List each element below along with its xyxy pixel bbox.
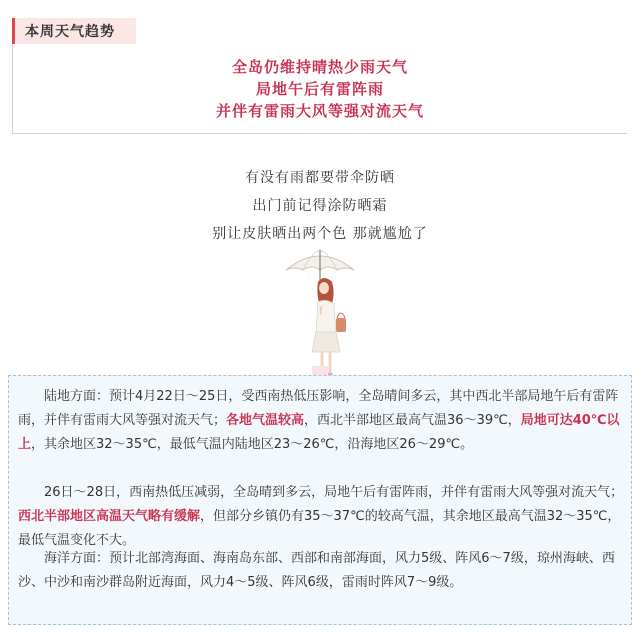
forecast-land-highlight-1: 各地气温较高 — [226, 413, 305, 428]
tip-line-2: 出门前记得涂防晒霜 — [252, 198, 388, 214]
forecast-later-paragraph — [18, 481, 628, 553]
girl-with-umbrella-icon — [280, 244, 360, 384]
tip-line-1: 有没有雨都要带伞防晒 — [245, 170, 395, 186]
section-header — [12, 18, 136, 44]
forecast-ocean-paragraph: 海洋方面：预计北部湾海面、海南岛东部、西部和南部海面，风力5级、阵风6～7级，琼州海峡、西沙、中沙和南沙群岛附近海面，风力4～5级、阵风6级，雷雨时阵风7～9级。 — [18, 551, 615, 590]
forecast-later-text-1: 26日～28日，西南热低压减弱，全岛晴到多云，局地午后有雷阵雨，并伴有雷雨大风等强对流天气； — [18, 485, 624, 500]
headline-line-1: 全岛仍维持晴热少雨天气 — [231, 58, 408, 76]
headline-line-3: 并伴有雷雨大风等强对流天气 — [215, 102, 424, 120]
forecast-land-paragraph — [18, 385, 628, 457]
forecast-land-highlight-2: 局地可达40℃以上 — [18, 413, 620, 452]
forecast-later-highlight: 西北半部地区高温天气略有缓解 — [18, 509, 201, 524]
tip-line-3: 别让皮肤晒出两个色 那就尴尬了 — [212, 226, 428, 242]
forecast-land-text-3: ，其余地区32～35℃，最低气温内陆地区23～26℃，沿海地区26～29℃。 — [31, 437, 474, 452]
forecast-later-text-2: ，但部分乡镇仍有35～37℃的较高气温，其余地区最高气温32～35℃，最低气温变化不大。 — [18, 509, 621, 548]
headline-line-2: 局地午后有雷阵雨 — [255, 80, 384, 98]
forecast-land-text-1: 陆地方面：预计4月22日～25日，受西南热低压影响，全岛晴间多云，其中西北半部局地午后有雷阵雨，并伴有雷雨大风等强对流天气； — [18, 389, 619, 428]
forecast-land-text-2: ，西北半部地区最高气温36～39℃， — [304, 413, 521, 428]
section-accent-bar — [12, 18, 15, 44]
section-title: 本周天气趋势 — [25, 24, 115, 40]
